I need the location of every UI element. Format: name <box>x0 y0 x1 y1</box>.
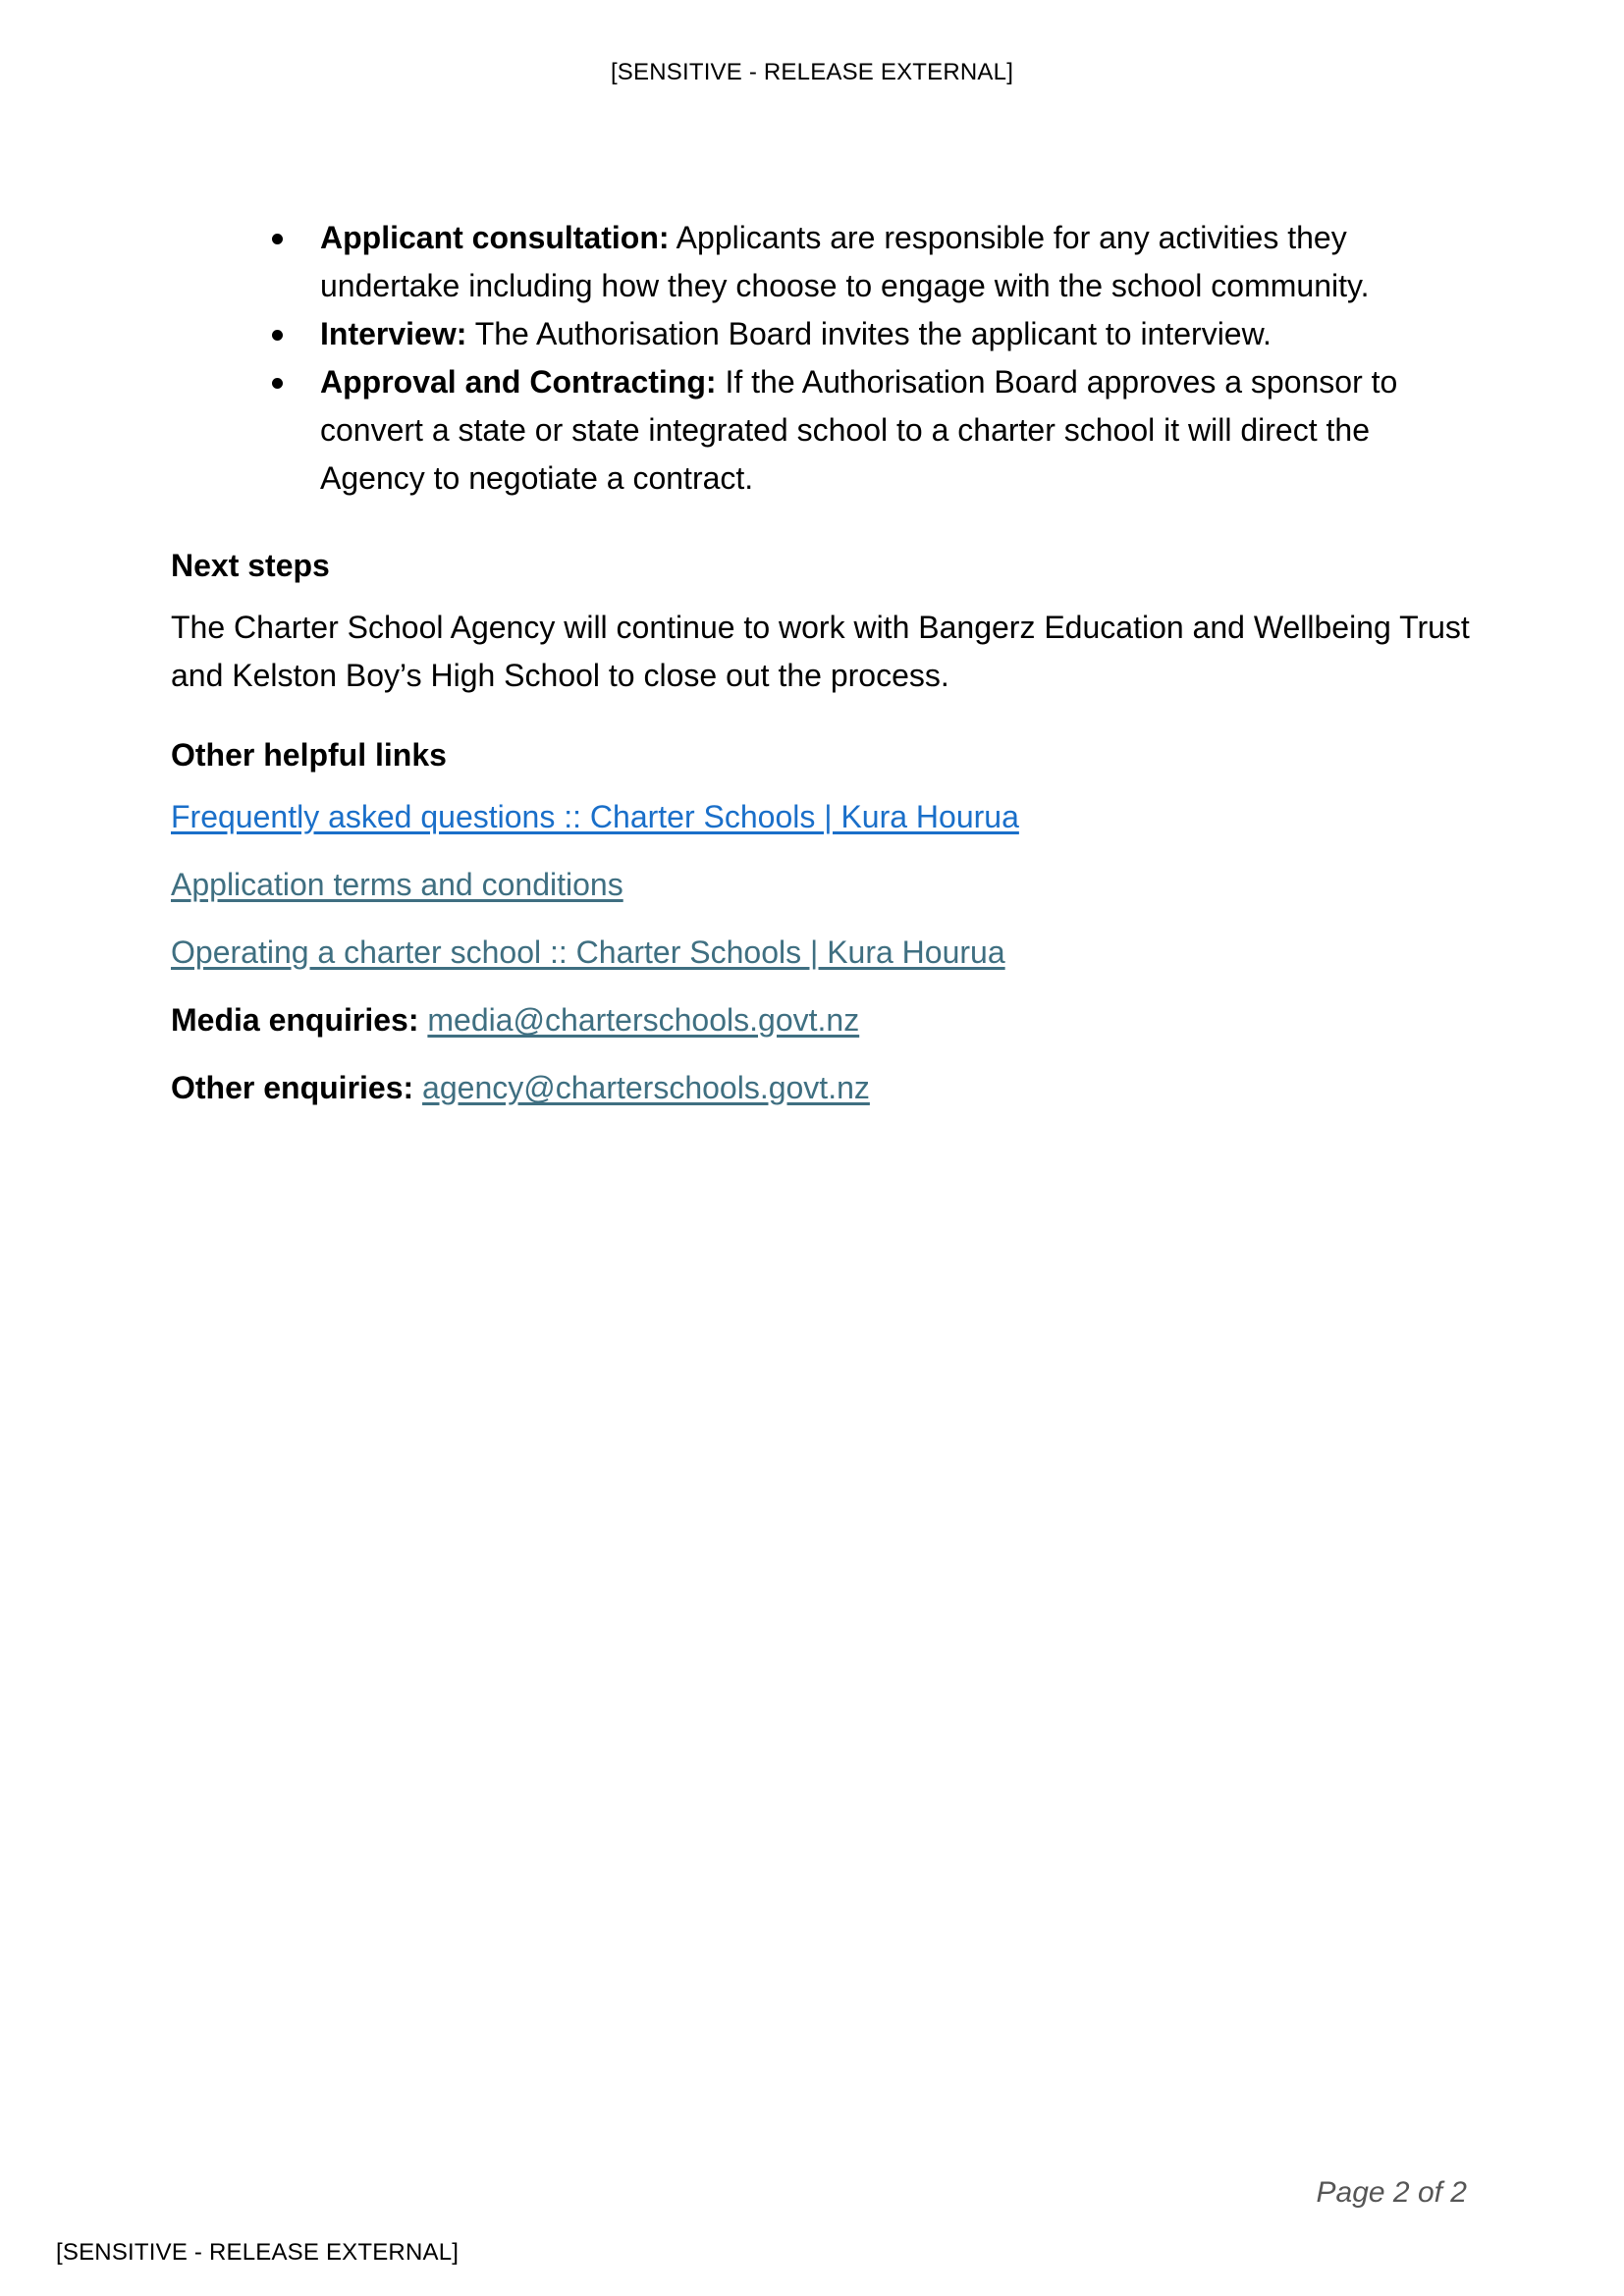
footer-classification-label: [SENSITIVE - RELEASE EXTERNAL] <box>56 2239 460 2266</box>
terms-and-conditions-link[interactable]: Application terms and conditions <box>171 867 623 902</box>
agency-email-link[interactable]: agency@charterschools.govt.nz <box>422 1070 870 1105</box>
helpful-links-heading: Other helpful links <box>171 737 447 773</box>
list-item-text: If the Authorisation Board approves a sponsor to convert a state or state integrated school to a charter school it will direct the Agency to negotiate a contract. <box>320 364 1398 496</box>
list-item-term: Interview: <box>320 316 467 351</box>
page-content <box>171 214 1477 1112</box>
media-enquiries-row <box>171 996 1477 1044</box>
other-enquiries-row <box>171 1064 1477 1112</box>
bullet-icon <box>272 330 283 341</box>
header-classification-label: [SENSITIVE - RELEASE EXTERNAL] <box>610 59 1014 85</box>
media-email-link[interactable]: media@charterschools.govt.nz <box>427 1002 860 1038</box>
list-item-term: Applicant consultation: <box>320 220 670 255</box>
page-number: Page 2 of 2 <box>1316 2176 1467 2209</box>
link-row-terms <box>171 861 1477 909</box>
faq-link[interactable]: Frequently asked questions :: Charter Schools | Kura Hourua <box>171 799 1019 834</box>
process-steps-list <box>171 214 1477 503</box>
list-item-applicant-consultation <box>171 214 1477 310</box>
bullet-icon <box>272 378 283 389</box>
list-item-term: Approval and Contracting: <box>320 364 717 400</box>
link-row-operating <box>171 929 1477 977</box>
list-item-text: The Authorisation Board invites the applicant to interview. <box>466 316 1272 351</box>
link-row-faq <box>171 793 1477 841</box>
next-steps-body: The Charter School Agency will continue to work with Bangerz Education and Wellbeing Trust and Kelston Boy’s High School to close out the process. <box>171 610 1470 693</box>
operating-charter-school-link[interactable]: Operating a charter school :: Charter Schools | Kura Hourua <box>171 934 1005 970</box>
list-item-text: Applicants are responsible for any activities they undertake including how they choose to engage with the school community. <box>320 220 1370 303</box>
bullet-icon <box>272 234 283 244</box>
list-item-approval-contracting <box>171 358 1477 503</box>
other-enquiries-label: Other enquiries: <box>171 1070 414 1105</box>
media-enquiries-label: Media enquiries: <box>171 1002 419 1038</box>
next-steps-heading: Next steps <box>171 548 330 583</box>
list-item-interview <box>171 310 1477 358</box>
